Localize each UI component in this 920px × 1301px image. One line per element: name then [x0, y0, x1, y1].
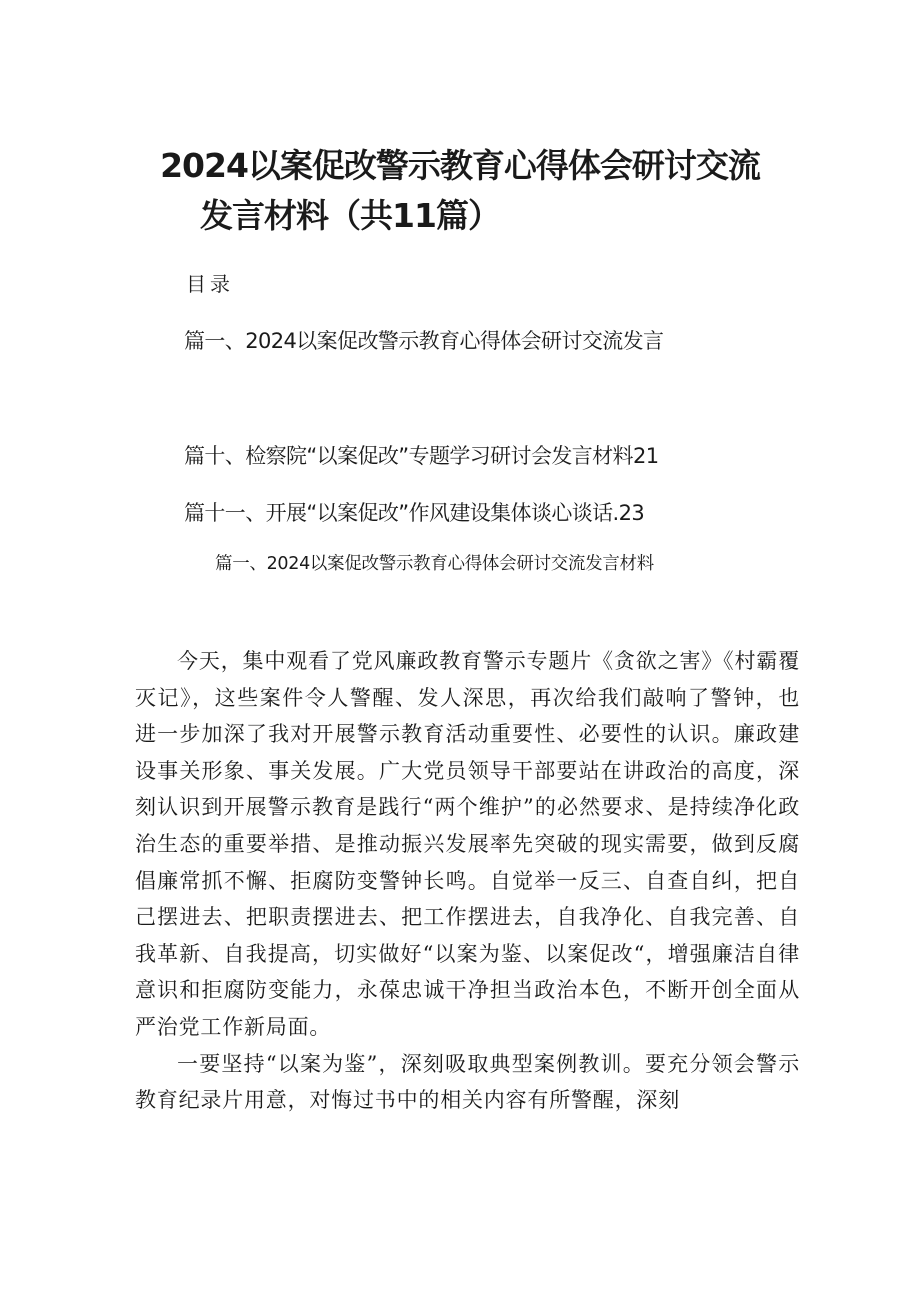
toc-entry-11[interactable]: 篇十一、开展“以案促改”作风建设集体谈心谈话.23	[184, 501, 645, 525]
toc-entry-10[interactable]: 篇十、检察院“以案促改”专题学习研讨会发言材料21	[184, 444, 659, 468]
section-heading: 篇一、2024以案促改警示教育心得体会研讨交流发言材料	[215, 554, 654, 574]
document-title-line1: 2024以案促改警示教育心得体会研讨交流	[160, 146, 760, 185]
toc-label: 目录	[186, 272, 234, 296]
document-title-line2: 发言材料（共11篇）	[200, 196, 500, 235]
body-text	[135, 643, 800, 1119]
body-paragraph-1: 今天，集中观看了党风廉政教育警示专题片《贪欲之害》《村霸覆灭记》，这些案件令人警醒、发人深思，再次给我们敲响了警钟，也进一步加深了我对开展警示教育活动重要性、必要性的认识。廉政建设事关形象、事关发展。广大党员领导干部要站在讲政治的高度，深刻认识到开展警示教育是践行“两个维护”的必然要求、是持续净化政治生态的重要举措、是推动振兴发展率先突破的现实需要，做到反腐倡廉常抓不懈、拒腐防变警钟长鸣。自觉举一反三、自查自纠，把自己摆进去、把职责摆进去、把工作摆进去，自我净化、自我完善、自我革新、自我提高，切实做好“以案为鉴、以案促改“，增强廉洁自律意识和拒腐防变能力，永葆忠诚干净担当政治本色，不断开创全面从严治党工作新局面。	[135, 649, 800, 1039]
body-paragraph-2: 一要坚持“以案为鉴”，深刻吸取典型案例教训。要充分领会警示教育纪录片用意，对悔过书中的相关内容有所警醒，深刻	[135, 1051, 800, 1113]
toc-entry-1[interactable]: 篇一、2024以案促改警示教育心得体会研讨交流发言	[184, 329, 664, 353]
